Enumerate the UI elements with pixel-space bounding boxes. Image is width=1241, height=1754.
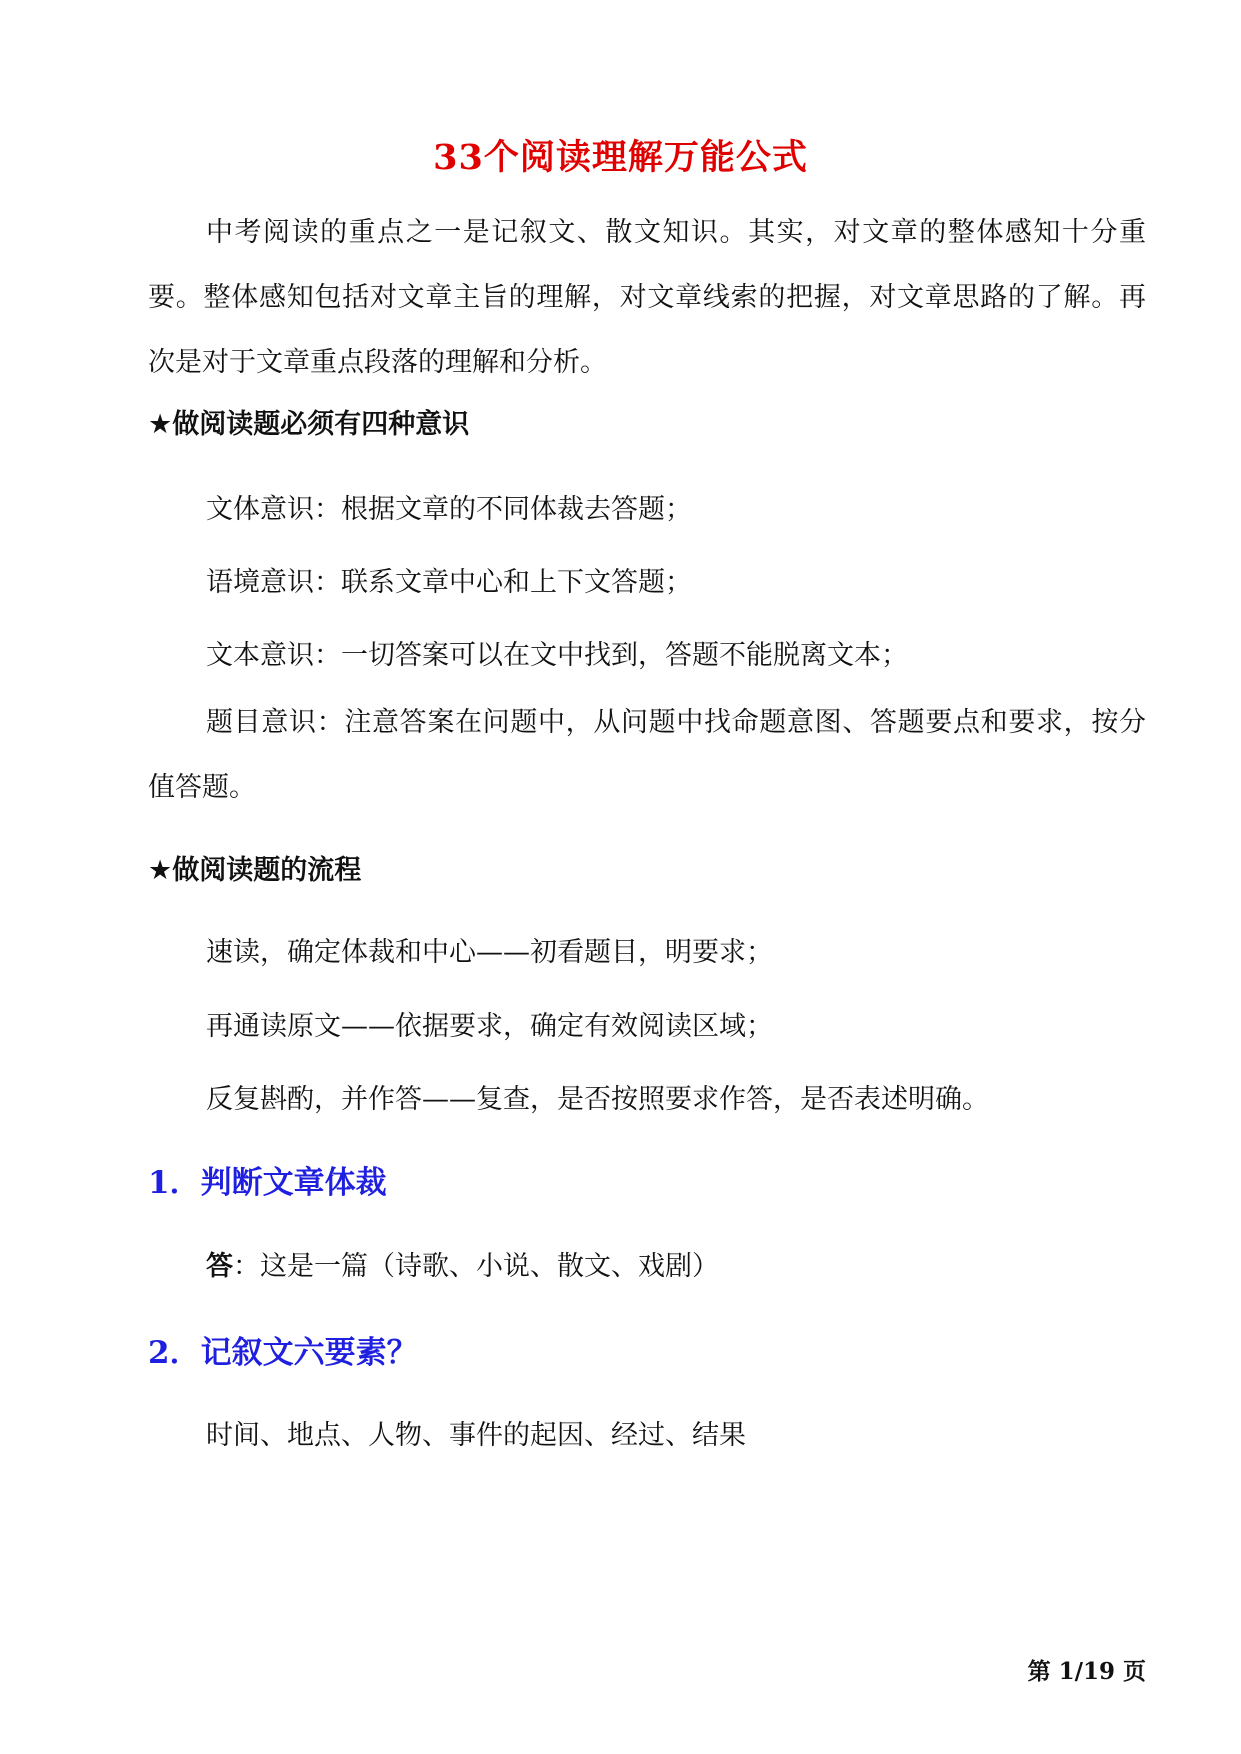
- section-heading-four-awareness: ★做阅读题必须有四种意识: [148, 409, 470, 440]
- intro-paragraph: 中考阅读的重点之一是记叙文、散文知识。其实，对文章的整体感知十分重要。整体感知包括对文章主旨的理解，对文章线索的把握，对文章思路的了解。再次是对于文章重点段落的理解和分析。: [148, 217, 1146, 378]
- list-item-process-step-2: 再通读原文——依据要求，确定有效阅读区域；: [206, 1011, 773, 1042]
- answer-label: 答: [206, 1251, 233, 1282]
- page-number: 第 1/19 页: [1027, 1658, 1146, 1685]
- list-item-process-step-1: 速读，确定体裁和中心——初看题目，明要求；: [206, 937, 773, 968]
- list-item-question-awareness: 题目意识：注意答案在问题中，从问题中找命题意图、答题要点和要求，按分值答题。: [148, 707, 1146, 803]
- list-item-genre-awareness: 文体意识：根据文章的不同体裁去答题；: [206, 494, 692, 525]
- question-heading-1: 1．判断文章体裁: [148, 1165, 387, 1201]
- question-2-answer: 时间、地点、人物、事件的起因、经过、结果: [206, 1420, 746, 1451]
- list-item-text-awareness: 文本意识：一切答案可以在文中找到，答题不能脱离文本；: [206, 640, 908, 671]
- answer-text: ：这是一篇（诗歌、小说、散文、戏剧）: [233, 1251, 719, 1282]
- question-heading-2: 2．记叙文六要素？: [148, 1335, 418, 1371]
- question-1-answer: [206, 1244, 719, 1283]
- document-title: 33个阅读理解万能公式: [433, 137, 808, 178]
- list-item-context-awareness: 语境意识：联系文章中心和上下文答题；: [206, 567, 692, 598]
- list-item-process-step-3: 反复斟酌，并作答——复查，是否按照要求作答，是否表述明确。: [206, 1084, 989, 1115]
- section-heading-reading-process: ★做阅读题的流程: [148, 855, 362, 886]
